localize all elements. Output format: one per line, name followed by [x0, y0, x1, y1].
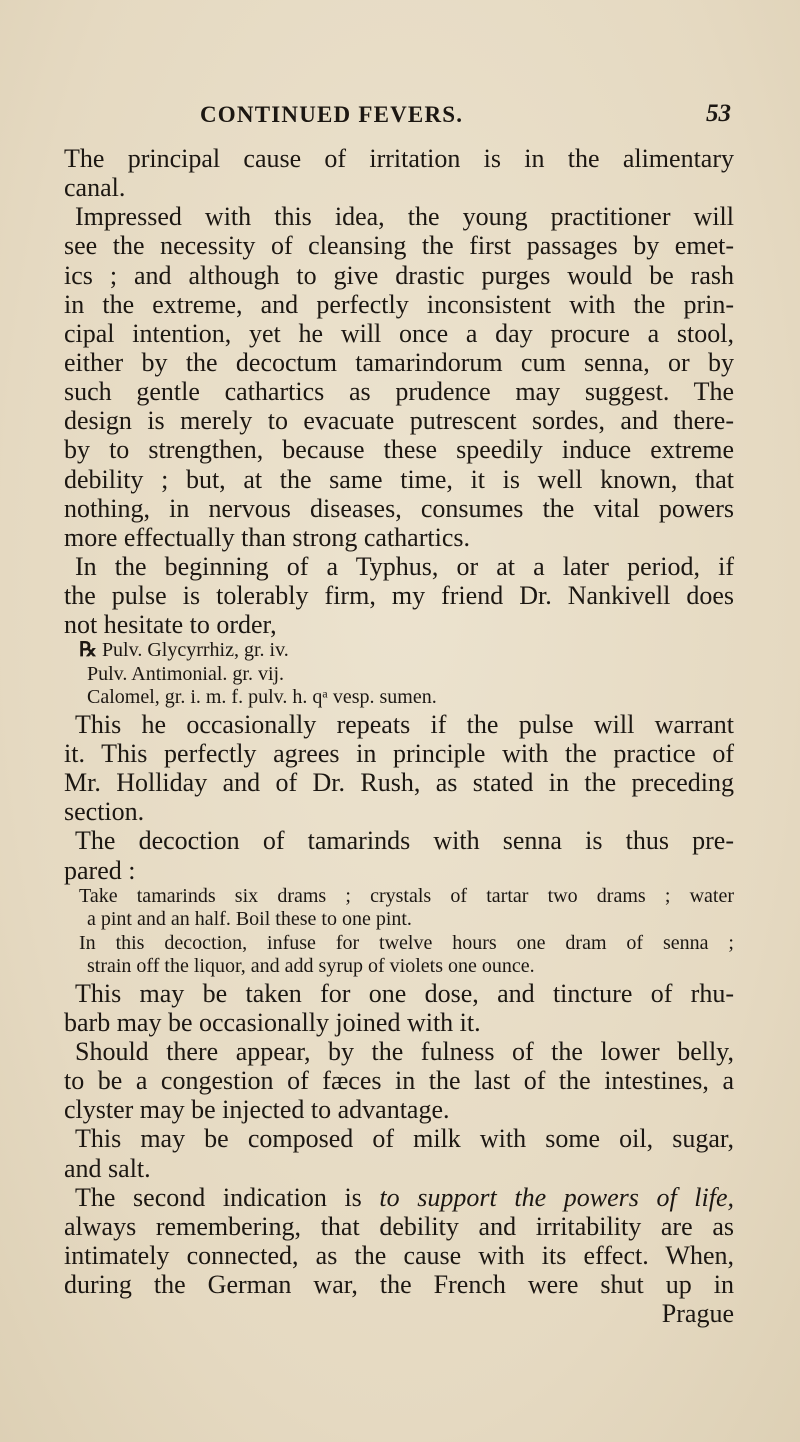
prescription-item: Calomel, gr. i. m. f. pulv. h. qᵃ vesp. sumen. [87, 686, 437, 709]
text-line: The decoction of tamarinds with senna is thus pre- [75, 826, 734, 856]
text-line: This he occasionally repeats if the pulse will warrant [75, 709, 734, 739]
text-line: either by the decoctum tamarindorum cum senna, or by [64, 347, 734, 377]
text-line: ics ; and although to give drastic purges would be rash [64, 260, 734, 290]
indication-text: The second indication is [75, 1182, 380, 1212]
text-line: debility ; but, at the same time, it is well known, that [64, 464, 734, 494]
text-line: in the extreme, and perfectly inconsistent with the prin- [64, 289, 734, 319]
text-line: intimately connected, as the cause with its effect. When, [64, 1241, 734, 1270]
text-line: nothing, in nervous diseases, consumes the vital powers [64, 493, 734, 523]
text-line: it. This perfectly agrees in principle with the practice of [64, 739, 734, 769]
text-line: pared : [64, 855, 136, 885]
text-line: barb may be occasionally joined with it. [64, 1007, 481, 1037]
text-line: always remembering, that debility and irritability are as [64, 1211, 734, 1241]
recipe-line: strain off the liquor, and add syrup of violets one ounce. [87, 955, 535, 978]
indication-emphasis: to support the powers of life, [379, 1182, 735, 1212]
running-head: CONTINUED FEVERS. [200, 102, 464, 127]
prescription-item: Pulv. Antimonial. gr. vij. [87, 662, 285, 685]
text-line: Should there appear, by the fulness of the lower belly, [75, 1037, 734, 1067]
text-line: such gentle cathartics as prudence may suggest. The [64, 377, 734, 407]
text-line: cipal intention, yet he will once a day procure a stool, [64, 318, 734, 348]
text-line: section. [64, 797, 145, 827]
text-line: Impressed with this idea, the young practitioner will [75, 202, 734, 232]
recipe-line: Take tamarinds six drams ; crystals of tartar two drams ; water [79, 884, 734, 907]
text-line: This may be composed of milk with some oil, sugar, [75, 1124, 734, 1154]
text-line: during the German war, the French were shut up in [64, 1270, 734, 1300]
text-line [64, 1183, 734, 1212]
text-line: Mr. Holliday and of Dr. Rush, as stated in the preceding [64, 768, 734, 798]
text-line: see the necessity of cleansing the first passages by emet- [64, 231, 734, 261]
recipe-line: a pint and an half. Boil these to one pint. [87, 908, 412, 931]
text-line: clyster may be injected to advantage. [64, 1095, 450, 1125]
page-number: 53 [706, 100, 731, 127]
body-text [64, 144, 734, 1328]
recipe-line: In this decoction, infuse for twelve hours one dram of senna ; [79, 931, 734, 954]
text-line: In the beginning of a Typhus, or at a later period, if [75, 551, 734, 581]
text-line: This may be taken for one dose, and tincture of rhu- [75, 978, 734, 1008]
text-line: by to strengthen, because these speedily induce extreme [64, 435, 734, 465]
prescription-item: Pulv. Glycyrrhiz, gr. iv. [101, 639, 289, 662]
text-line: more effectually than strong cathartics. [64, 522, 470, 552]
text-line: the pulse is tolerably firm, my friend Dr. Nankivell does [64, 581, 734, 611]
text-line: design is merely to evacuate putrescent sordes, and there- [64, 406, 734, 436]
recipe-symbol: ℞ [79, 639, 97, 662]
catchword: Prague [661, 1299, 734, 1329]
text-line: The principal cause of irritation is in the alimentary [64, 144, 734, 173]
text-line: and salt. [64, 1153, 151, 1183]
text-line: canal. [64, 173, 126, 203]
prescription-line [64, 639, 734, 663]
page-header [0, 98, 800, 134]
text-line: to be a congestion of fæces in the last of the intestines, a [64, 1066, 734, 1096]
text-line: not hesitate to order, [64, 610, 277, 640]
